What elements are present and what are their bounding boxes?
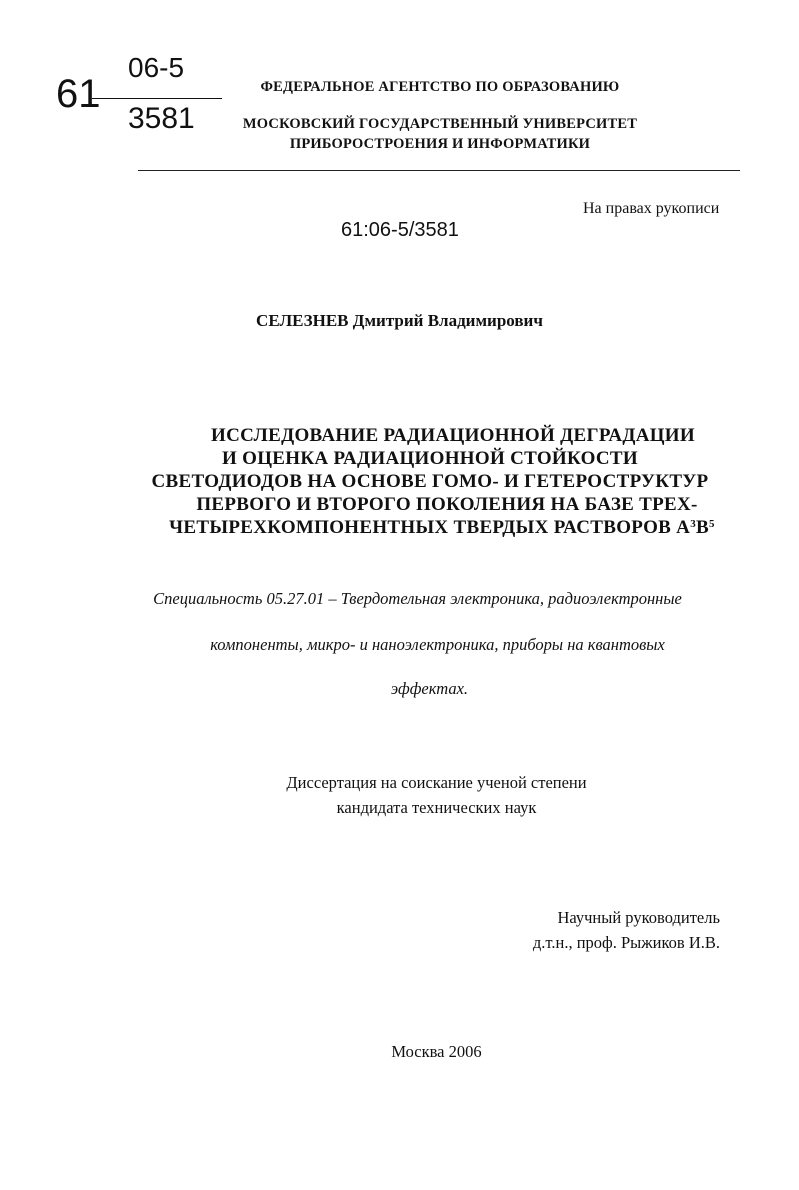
title-line-5-mid: B: [696, 517, 710, 538]
title-line-2: И ОЦЕНКА РАДИАЦИОННОЙ СТОЙКОСТИ: [222, 448, 638, 469]
supervisor-label: Научный руководитель: [557, 908, 720, 927]
dissertation-line-1: Диссертация на соискание ученой степени: [286, 773, 587, 792]
stamp-number-left: 61: [56, 72, 101, 116]
dissertation-degree: [0, 770, 799, 820]
stamp-number-top: 06-5: [128, 52, 185, 83]
university-line-1: МОСКОВСКИЙ ГОСУДАРСТВЕННЫЙ УНИВЕРСИТЕТ: [242, 116, 638, 132]
dissertation-title: [130, 424, 730, 539]
stamp-number-bottom: 3581: [128, 102, 195, 135]
catalog-code: 61:06-5/3581: [341, 219, 459, 241]
author-given-names: Дмитрий Владимирович: [352, 311, 543, 330]
city-year: Москва 2006: [391, 1042, 482, 1061]
speciality-line-1: Специальность 05.27.01 – Твердотельная электроника, радиоэлектронные: [153, 589, 682, 608]
title-line-4: ПЕРВОГО И ВТОРОГО ПОКОЛЕНИЯ НА БАЗЕ ТРЕХ-: [196, 494, 698, 515]
header-divider: [138, 170, 740, 171]
supervisor-block: [520, 905, 720, 955]
agency-name: ФЕДЕРАЛЬНОЕ АГЕНТСТВО ПО ОБРАЗОВАНИЮ: [260, 79, 620, 95]
title-line-5-text: ЧЕТЫРЕХКОМПОНЕНТНЫХ ТВЕРДЫХ РАСТВОРОВ A: [169, 517, 691, 538]
university-name: [230, 114, 650, 154]
speciality-line-3: эффектах.: [390, 679, 469, 698]
title-line-3: СВЕТОДИОДОВ НА ОСНОВЕ ГОМО- И ГЕТЕРОСТРУКТУР: [151, 471, 709, 492]
author-name: [0, 311, 799, 331]
speciality-line-2: компоненты, микро- и наноэлектроника, приборы на квантовых: [210, 635, 665, 654]
university-line-2: ПРИБОРОСТРОЕНИЯ И ИНФОРМАТИКИ: [289, 136, 591, 152]
title-sup-2: 5: [709, 518, 715, 530]
rights-note: На правах рукописи: [583, 200, 720, 217]
stamp-divider: [92, 98, 222, 99]
title-line-5: [130, 516, 730, 539]
supervisor-name: д.т.н., проф. Рыжиков И.В.: [532, 933, 720, 952]
title-line-1: ИССЛЕДОВАНИЕ РАДИАЦИОННОЙ ДЕГРАДАЦИИ: [211, 425, 695, 446]
dissertation-line-2: кандидата технических наук: [336, 798, 537, 817]
title-sup-1: 3: [690, 518, 697, 530]
author-surname: СЕЛЕЗНЕВ: [256, 311, 349, 330]
